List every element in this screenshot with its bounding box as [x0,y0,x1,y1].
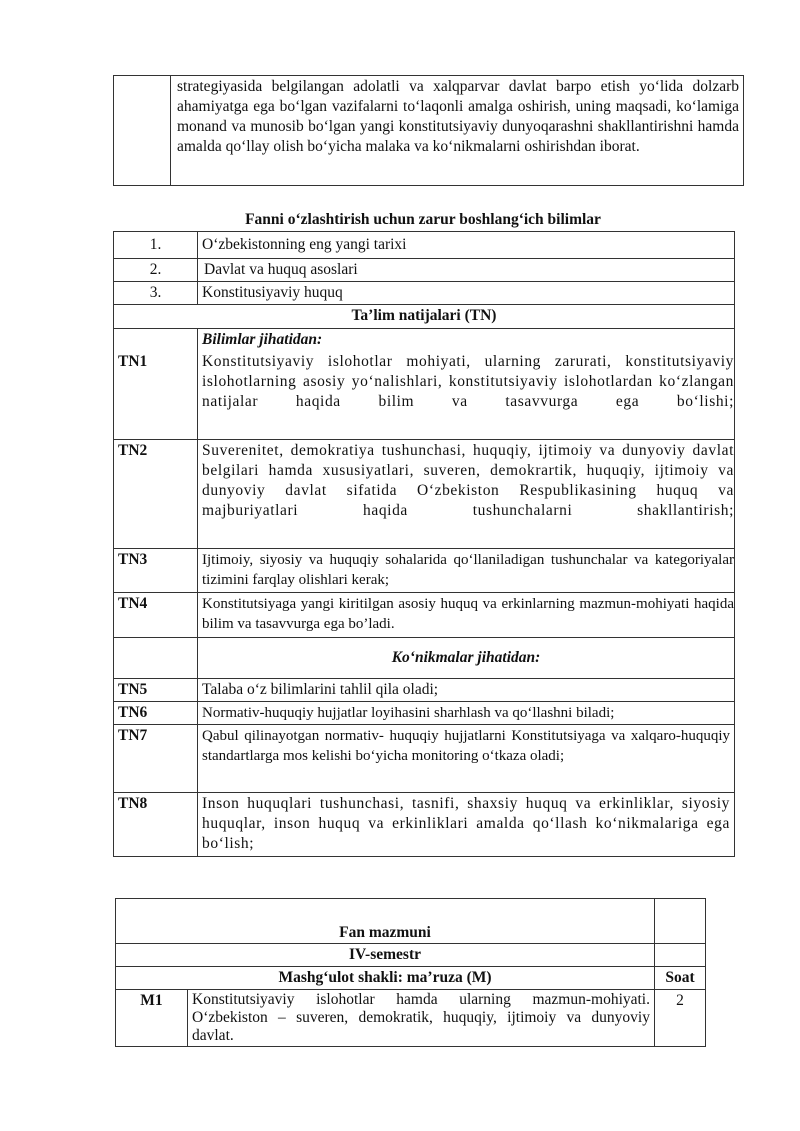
outcomes-table [113,231,735,857]
content-title: Fan mazmuni [116,899,655,944]
outcome-code: TN7 [114,724,198,792]
outcome-text: Konstitutsiyaviy islohotlar mohiyati, ularning zarurati, konstitutsiyaviy islohotlarning asosiy yo‘nalishlari, konstitutsiyaviy islohotlardan ko‘zlangan natijalar haqida bilim va tasavvurga ega bo‘lishi; [198,351,735,439]
empty-cell [655,899,706,944]
prereq-text: Davlat va huquq asoslari [198,259,735,282]
prereq-num: 3. [114,282,198,305]
content-code: M1 [116,990,188,1047]
outcome-code: TN6 [114,701,198,724]
outcome-text: Talaba o‘z bilimlarini tahlil qila oladi; [198,678,735,701]
prereq-title: Fanni o‘zlashtirish uchun zarur boshlang‘ich bilimlar [245,211,601,228]
outcome-code: TN5 [114,678,198,701]
intro-table [113,75,744,186]
outcome-text: Suverenitet, demokratiya tushunchasi, huquqiy, ijtimoiy va dunyoviy davlat belgilari hamda xususiyatlari, suveren, demokrartik, huquqiy, ijtimoiy va dunyoviy davlat sifatida O‘zbekiston Respublikasining huquq va majburiyatlari haqida tushunchalarni shakllantirish; [198,439,735,548]
outcome-code: TN8 [114,792,198,856]
outcome-text: Inson huquqlari tushunchasi, tasnifi, shaxsiy huquq va erkinliklar, siyosiy huquqlar, inson huquq va erkinliklari amalda qo‘llash ko‘nikmalariga ega bo‘lish; [198,792,735,856]
outcome-text: Qabul qilinayotgan normativ- huquqiy hujjatlarni Konstitutsiyaga va xalqaro-huquqiy standartlarga mos kelishi bo‘yicha monitoring o‘tkaza oladi; [198,724,735,792]
knowledge-header: Bilimlar jihatidan: [198,329,735,352]
semester-label: IV-semestr [116,944,655,967]
content-hours: 2 [655,990,706,1047]
prereq-text: Konstitusiyaviy huquq [198,282,735,305]
outcome-text: Konstitutsiyaga yangi kiritilgan asosiy huquq va erkinlarning mazmun-mohiyati haqida bilim va tasavvurga ega bo’ladi. [198,592,735,637]
outcome-text: Ijtimoiy, siyosiy va huquqiy sohalarida qo‘llaniladigan tushunchalar va kategoriyalar tizimini farqlay olishlari kerak; [198,548,735,592]
empty-cell [114,637,198,678]
outcome-code: TN2 [114,439,198,548]
intro-empty-cell [114,76,171,186]
empty-cell [655,944,706,967]
skills-header: Ko‘nikmalar jihatidan: [198,637,735,678]
prereq-num: 2. [114,259,198,282]
form-label: Mashg‘ulot shakli: ma’ruza (M) [116,967,655,990]
outcome-code: TN1 [114,351,198,439]
hours-header: Soat [655,967,706,990]
outcome-code: TN4 [114,592,198,637]
prereq-num: 1. [114,232,198,259]
intro-text: strategiyasida belgilangan adolatli va xalqparvar davlat barpo etish yo‘lida dolzarb ahamiyatga ega bo‘lgan vazifalarni to‘laqonli amalga oshirish, uning maqsadi, ko‘lamiga monand va munosib bo‘lgan yangi konstitutsiyaviy dunyoqarashni shakllantirishni hamda amalda qo‘llay olish bo‘yicha malaka va ko‘nikmalarni oshirishdan iborat. [171,76,744,186]
outcome-text: Normativ-huquqiy hujjatlar loyihasini sharhlash va qo‘llashni biladi; [198,701,735,724]
prereq-text: O‘zbekistonning eng yangi tarixi [198,232,735,259]
empty-cell [114,329,198,352]
outcome-code: TN3 [114,548,198,592]
content-table [115,898,706,1047]
outcomes-title: Ta’lim natijalari (TN) [114,305,735,329]
content-text: Konstitutsiyaviy islohotlar hamda ularning mazmun-mohiyati. O‘zbekiston – suveren, demokratik, huquqiy, ijtimoiy va dunyoviy davlat. [188,990,655,1047]
